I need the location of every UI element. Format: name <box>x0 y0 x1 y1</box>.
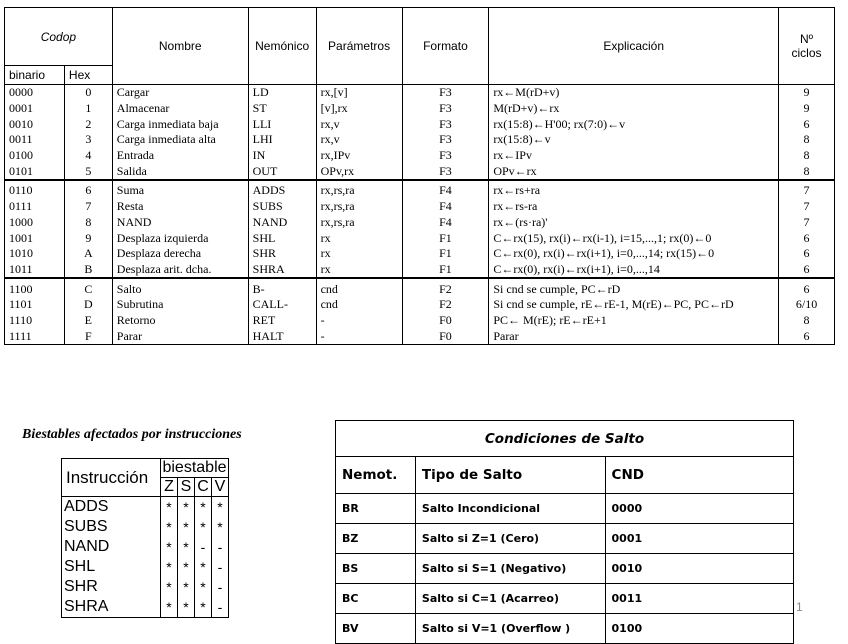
biestable-flag: * <box>195 597 212 618</box>
cell-fmt: F3 <box>402 85 489 101</box>
condiciones-title: Condiciones de Salto <box>336 421 794 457</box>
cell-cic: 6 <box>779 262 835 279</box>
cell-par: rx,IPv <box>316 148 402 164</box>
cell-bin: 0110 <box>5 180 65 199</box>
cell-exp: OPv←rx <box>489 163 779 180</box>
cell-hex: 3 <box>64 132 112 148</box>
cell-hex: 6 <box>64 180 112 199</box>
cell-bin: 0111 <box>5 199 65 215</box>
cell-par: [v],rx <box>316 101 402 117</box>
cell-fmt: F3 <box>402 163 489 180</box>
instruction-row <box>5 297 835 313</box>
cell-bin: 1011 <box>5 262 65 279</box>
cell-nem: NAND <box>248 215 316 231</box>
condicion-nem: BV <box>336 614 416 644</box>
biestable-flag: * <box>161 517 178 537</box>
cell-exp: C←rx(15), rx(i)←rx(i-1), i=15,...,1; rx(0)←0 <box>489 230 779 246</box>
biestable-flag: * <box>161 497 178 518</box>
page-number: 1 <box>796 600 803 614</box>
hex-header: Hex <box>64 66 112 85</box>
cell-hex: 9 <box>64 230 112 246</box>
cell-cic: 9 <box>779 85 835 101</box>
biestable-flag: - <box>212 597 229 618</box>
biestable-instr: SUBS <box>62 517 161 537</box>
instruction-row <box>5 180 835 199</box>
instruction-row <box>5 132 835 148</box>
cell-nem: LHI <box>248 132 316 148</box>
flag-header-c: C <box>195 478 212 497</box>
cell-cic: 6 <box>779 116 835 132</box>
cell-nem: ADDS <box>248 180 316 199</box>
biestable-instr: ADDS <box>62 497 161 518</box>
condicion-tipo: Salto Incondicional <box>415 494 605 524</box>
biestable-flag: * <box>212 517 229 537</box>
cell-exp: C←rx(0), rx(i)←rx(i+1), i=0,...,14 <box>489 262 779 279</box>
biestable-row <box>62 517 229 537</box>
condicion-tipo: Salto si S=1 (Negativo) <box>415 554 605 584</box>
biestables-table <box>61 458 229 618</box>
cell-exp: rx←rs+ra <box>489 180 779 199</box>
cell-nombre: Parar <box>112 328 248 344</box>
instruction-row <box>5 246 835 262</box>
condiciones-salto-table <box>335 420 794 644</box>
cell-cic: 8 <box>779 132 835 148</box>
cell-nem: OUT <box>248 163 316 180</box>
cell-nombre: Subrutina <box>112 297 248 313</box>
parametros-header: Parámetros <box>316 8 402 85</box>
biestable-flag: * <box>178 577 195 597</box>
cell-par: rx,[v] <box>316 85 402 101</box>
cell-par: OPv,rx <box>316 163 402 180</box>
cell-cic: 8 <box>779 313 835 329</box>
cell-bin: 1001 <box>5 230 65 246</box>
cell-hex: B <box>64 262 112 279</box>
condicion-nem: BS <box>336 554 416 584</box>
cell-hex: 0 <box>64 85 112 101</box>
cell-exp: C←rx(0), rx(i)←rx(i+1), i=0,...,14; rx(15)←0 <box>489 246 779 262</box>
biestable-instr: NAND <box>62 537 161 557</box>
cell-exp: rx←M(rD+v) <box>489 85 779 101</box>
cell-nem: IN <box>248 148 316 164</box>
biestable-instr: SHRA <box>62 597 161 618</box>
condicion-nem: BR <box>336 494 416 524</box>
cell-nombre: Almacenar <box>112 101 248 117</box>
biestable-instr: SHL <box>62 557 161 577</box>
biestables-title: Biestables afectados por instrucciones <box>22 427 242 442</box>
cell-par: rx <box>316 262 402 279</box>
cell-cic: 6 <box>779 230 835 246</box>
biestable-flag: * <box>178 537 195 557</box>
cell-fmt: F3 <box>402 132 489 148</box>
cell-nem: ST <box>248 101 316 117</box>
cell-nem: SHL <box>248 230 316 246</box>
nemonico-header: Nemónico <box>248 8 316 85</box>
cell-bin: 0101 <box>5 163 65 180</box>
instruction-row <box>5 215 835 231</box>
cell-cic: 9 <box>779 101 835 117</box>
cell-exp: M(rD+v)←rx <box>489 101 779 117</box>
cell-hex: 7 <box>64 199 112 215</box>
cell-par: - <box>316 328 402 344</box>
nemot-header: Nemot. <box>336 457 416 494</box>
biestable-flag: * <box>195 497 212 518</box>
codop-header: Codop <box>5 8 113 66</box>
explicacion-header: Explicación <box>489 8 779 85</box>
cell-cic: 6 <box>779 246 835 262</box>
biestable-row <box>62 577 229 597</box>
flag-header-s: S <box>178 478 195 497</box>
cell-fmt: F1 <box>402 246 489 262</box>
cell-cic: 8 <box>779 148 835 164</box>
condicion-nem: BZ <box>336 524 416 554</box>
biestable-instr: SHR <box>62 577 161 597</box>
condicion-row <box>336 614 794 644</box>
cell-bin: 1111 <box>5 328 65 344</box>
cell-nem: B- <box>248 278 316 297</box>
cell-nombre: Suma <box>112 180 248 199</box>
condicion-tipo: Salto si Z=1 (Cero) <box>415 524 605 554</box>
cell-nem: LLI <box>248 116 316 132</box>
condicion-row <box>336 554 794 584</box>
condicion-row <box>336 584 794 614</box>
instruction-set-table <box>4 7 835 345</box>
cell-nem: RET <box>248 313 316 329</box>
cell-fmt: F0 <box>402 313 489 329</box>
cell-nem: CALL- <box>248 297 316 313</box>
cell-fmt: F1 <box>402 262 489 279</box>
biestable-flag: - <box>212 577 229 597</box>
condicion-cnd: 0011 <box>605 584 793 614</box>
biestable-flag: - <box>195 537 212 557</box>
cell-fmt: F0 <box>402 328 489 344</box>
biestable-flag: * <box>161 597 178 618</box>
cell-bin: 0011 <box>5 132 65 148</box>
cell-nem: SHRA <box>248 262 316 279</box>
cell-bin: 0001 <box>5 101 65 117</box>
cell-par: rx,rs,ra <box>316 180 402 199</box>
condicion-nem: BC <box>336 584 416 614</box>
cnd-header: CND <box>605 457 793 494</box>
flag-header-z: Z <box>161 478 178 497</box>
condicion-cnd: 0000 <box>605 494 793 524</box>
condicion-cnd: 0010 <box>605 554 793 584</box>
condicion-row <box>336 494 794 524</box>
cell-cic: 8 <box>779 163 835 180</box>
cell-nombre: Carga inmediata baja <box>112 116 248 132</box>
condicion-tipo: Salto si V=1 (Overflow ) <box>415 614 605 644</box>
cell-par: rx,rs,ra <box>316 215 402 231</box>
cell-fmt: F3 <box>402 116 489 132</box>
cell-exp: Si cnd se cumple, rE←rE-1, M(rE)←PC, PC←rD <box>489 297 779 313</box>
cell-hex: C <box>64 278 112 297</box>
instruction-row <box>5 199 835 215</box>
tipo-salto-header: Tipo de Salto <box>415 457 605 494</box>
cell-nombre: Cargar <box>112 85 248 101</box>
cell-nombre: Resta <box>112 199 248 215</box>
instruction-row <box>5 262 835 279</box>
binario-header: binario <box>5 66 65 85</box>
cell-exp: Si cnd se cumple, PC←rD <box>489 278 779 297</box>
biestable-row <box>62 497 229 518</box>
condicion-tipo: Salto si C=1 (Acarreo) <box>415 584 605 614</box>
cell-nem: SUBS <box>248 199 316 215</box>
cell-exp: PC← M(rE); rE←rE+1 <box>489 313 779 329</box>
cell-nem: HALT <box>248 328 316 344</box>
instruccion-header: Instrucción <box>62 459 161 497</box>
ciclos-header: Nº ciclos <box>779 8 835 85</box>
cell-hex: 8 <box>64 215 112 231</box>
cell-hex: 4 <box>64 148 112 164</box>
cell-fmt: F4 <box>402 199 489 215</box>
biestable-header: biestable <box>162 459 227 476</box>
cell-hex: A <box>64 246 112 262</box>
instruction-row <box>5 148 835 164</box>
biestable-flag: - <box>212 557 229 577</box>
cell-exp: rx←IPv <box>489 148 779 164</box>
cell-par: rx <box>316 246 402 262</box>
cell-bin: 0010 <box>5 116 65 132</box>
cell-bin: 1101 <box>5 297 65 313</box>
cell-exp: rx(15:8)←H'00; rx(7:0)←v <box>489 116 779 132</box>
cell-nombre: Entrada <box>112 148 248 164</box>
biestable-flag: * <box>195 517 212 537</box>
cell-par: rx,v <box>316 132 402 148</box>
biestable-flag: * <box>161 577 178 597</box>
cell-par: cnd <box>316 278 402 297</box>
cell-bin: 0000 <box>5 85 65 101</box>
instruction-row <box>5 116 835 132</box>
biestable-row <box>62 537 229 557</box>
instruction-row <box>5 230 835 246</box>
cell-fmt: F4 <box>402 215 489 231</box>
cell-cic: 7 <box>779 199 835 215</box>
instruction-row <box>5 85 835 101</box>
cell-bin: 1100 <box>5 278 65 297</box>
condicion-cnd: 0100 <box>605 614 793 644</box>
cell-cic: 6 <box>779 278 835 297</box>
biestable-flag: - <box>212 537 229 557</box>
cell-fmt: F2 <box>402 278 489 297</box>
cell-fmt: F3 <box>402 148 489 164</box>
cell-hex: F <box>64 328 112 344</box>
cell-hex: 5 <box>64 163 112 180</box>
cell-nombre: Desplaza izquierda <box>112 230 248 246</box>
cell-nem: SHR <box>248 246 316 262</box>
biestable-row <box>62 557 229 577</box>
cell-fmt: F3 <box>402 101 489 117</box>
formato-header: Formato <box>402 8 489 85</box>
biestable-flag: * <box>178 597 195 618</box>
flag-header-v: V <box>212 478 229 497</box>
condicion-cnd: 0001 <box>605 524 793 554</box>
cell-nombre: Desplaza derecha <box>112 246 248 262</box>
biestable-flag: * <box>212 497 229 518</box>
cell-par: - <box>316 313 402 329</box>
cell-hex: D <box>64 297 112 313</box>
cell-nombre: Salida <box>112 163 248 180</box>
biestable-row <box>62 597 229 618</box>
instruction-row <box>5 313 835 329</box>
cell-nem: LD <box>248 85 316 101</box>
biestable-flag: * <box>195 557 212 577</box>
cell-fmt: F2 <box>402 297 489 313</box>
cell-par: rx,v <box>316 116 402 132</box>
cell-hex: 2 <box>64 116 112 132</box>
biestable-flag: * <box>195 577 212 597</box>
instruction-row <box>5 163 835 180</box>
cell-nombre: Carga inmediata alta <box>112 132 248 148</box>
cell-bin: 1000 <box>5 215 65 231</box>
cell-par: rx,rs,ra <box>316 199 402 215</box>
biestable-flag: * <box>161 537 178 557</box>
cell-nombre: Retorno <box>112 313 248 329</box>
biestable-flag: * <box>161 557 178 577</box>
biestable-flag: * <box>178 557 195 577</box>
cell-bin: 1010 <box>5 246 65 262</box>
cell-par: cnd <box>316 297 402 313</box>
cell-fmt: F4 <box>402 180 489 199</box>
cell-nombre: Desplaza arit. dcha. <box>112 262 248 279</box>
instruction-row <box>5 278 835 297</box>
cell-exp: rx←(rs·ra)' <box>489 215 779 231</box>
cell-fmt: F1 <box>402 230 489 246</box>
instruction-row <box>5 101 835 117</box>
cell-cic: 7 <box>779 180 835 199</box>
cell-bin: 1110 <box>5 313 65 329</box>
biestable-flag: * <box>178 517 195 537</box>
nombre-header: Nombre <box>112 8 248 85</box>
cell-exp: rx(15:8)←v <box>489 132 779 148</box>
cell-nombre: Salto <box>112 278 248 297</box>
cell-exp: rx←rs-ra <box>489 199 779 215</box>
instruction-row <box>5 328 835 344</box>
cell-hex: 1 <box>64 101 112 117</box>
cell-cic: 6/10 <box>779 297 835 313</box>
cell-exp: Parar <box>489 328 779 344</box>
cell-par: rx <box>316 230 402 246</box>
cell-hex: E <box>64 313 112 329</box>
cell-nombre: NAND <box>112 215 248 231</box>
condicion-row <box>336 524 794 554</box>
cell-bin: 0100 <box>5 148 65 164</box>
biestable-flag: * <box>178 497 195 518</box>
cell-cic: 7 <box>779 215 835 231</box>
cell-cic: 6 <box>779 328 835 344</box>
